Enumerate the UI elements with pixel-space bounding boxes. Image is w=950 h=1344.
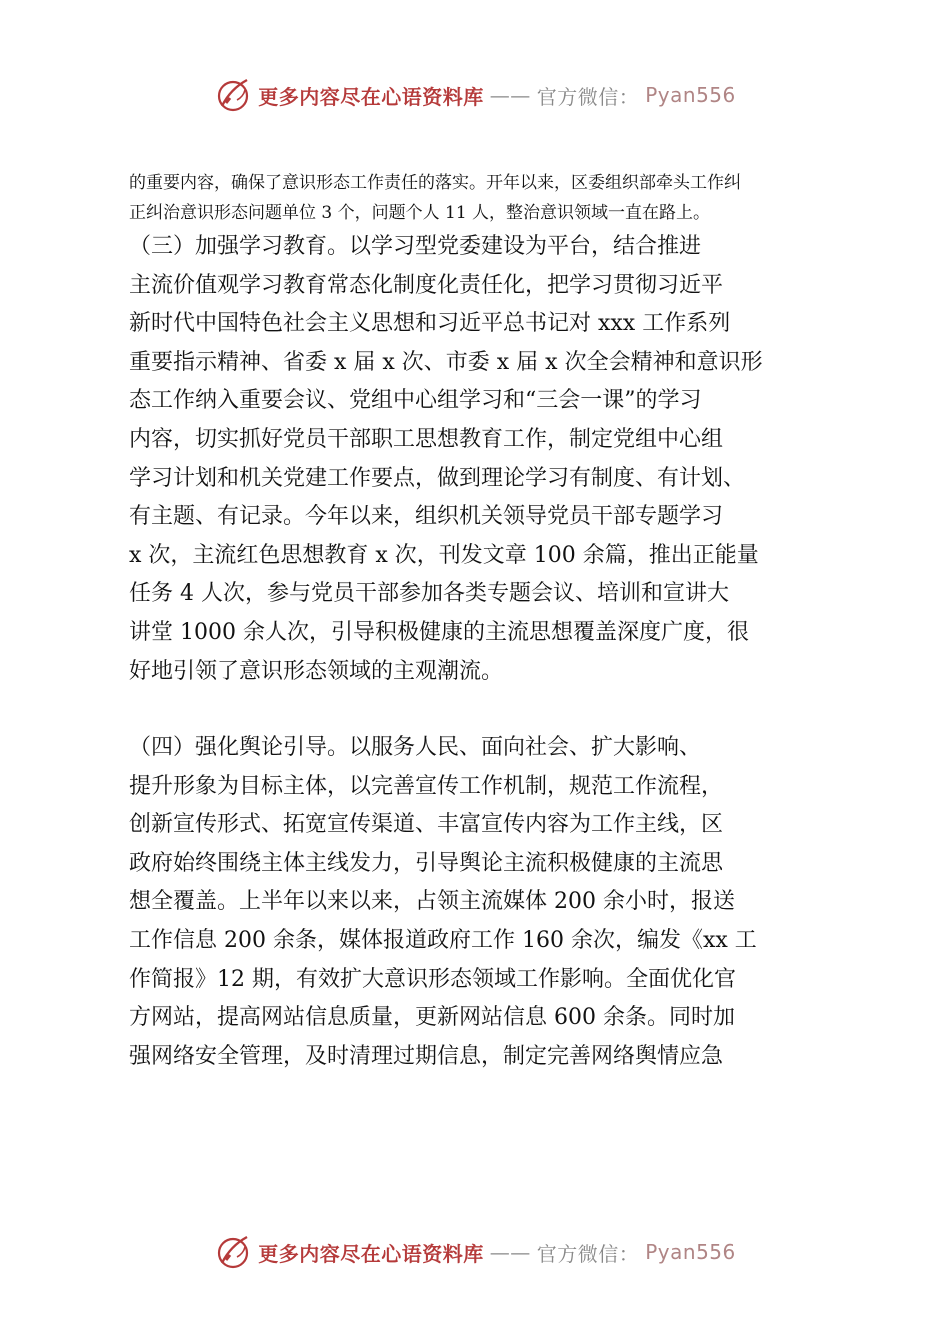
text-line: 强网络安全管理，及时清理过期信息，制定完善网络舆情应急 (129, 1043, 724, 1069)
banner-label: 官方微信： (536, 84, 640, 109)
text-line: 重要指示精神、省委 x 届 x 次、市委 x 届 x 次全会精神和意识形 (129, 349, 763, 375)
banner-label: 官方微信： (536, 1241, 640, 1266)
banner-separator: —— (489, 83, 531, 107)
text-line: 主流价值观学习教育常态化制度化责任化，把学习贯彻习近平 (129, 272, 724, 298)
text-line: （三）加强学习教育。以学习型党委建设为平台，结合推进 (129, 234, 702, 259)
text-line: 工作信息 200 余条，媒体报道政府工作 160 余次，编发《xx 工 (129, 927, 757, 953)
text-line: 提升形象为目标主体，以完善宣传工作机制，规范工作流程， (129, 773, 724, 799)
text-line: 内容，切实抓好党员干部职工思想教育工作，制定党组中心组 (129, 426, 724, 452)
text-line: 新时代中国特色社会主义思想和习近平总书记对 xxx 工作系列 (129, 311, 731, 337)
banner-lead-text: 更多内容尽在心语资料库 (258, 84, 484, 109)
banner-separator: —— (489, 1240, 531, 1264)
text-line: 任务 4 人次，参与党员干部参加各类专题会议、培训和宣讲大 (129, 581, 729, 607)
pen-logo-icon (214, 76, 252, 114)
text-line: 想全覆盖。上半年以来以来，占领主流媒体 200 余小时，报送 (129, 889, 735, 915)
text-line: 方网站，提高网站信息质量，更新网站信息 600 余条。同时加 (129, 1005, 735, 1031)
text-line: 有主题、有记录。今年以来，组织机关领导党员干部专题学习 (129, 504, 724, 530)
banner-wechat-id: Pyan556 (645, 83, 736, 107)
text-line: 态工作纳入重要会议、党组中心组学习和“三会一课”的学习 (129, 388, 702, 414)
paragraph-public-opinion (129, 729, 849, 1076)
text-line: 正纠治意识形态问题单位 3 个，问题个人 11 人，整治意识领域一直在路上。 (129, 203, 711, 223)
text-line: 的重要内容，确保了意识形态工作责任的落实。开年以来，区委组织部牵头工作纠 (129, 173, 741, 193)
text-line: 讲堂 1000 余人次，引导积极健康的主流思想覆盖深度广度，很 (129, 619, 749, 645)
text-line: （四）强化舆论引导。以服务人民、面向社会、扩大影响、 (129, 735, 702, 760)
banner-lead-text: 更多内容尽在心语资料库 (258, 1241, 484, 1266)
continuation-paragraph (129, 168, 839, 228)
text-line: x 次，主流红色思想教育 x 次，刊发文章 100 余篇，推出正能量 (129, 542, 759, 568)
text-line: 作简报》12 期，有效扩大意识形态领域工作影响。全面优化官 (129, 966, 736, 992)
text-line: 学习计划和机关党建工作要点，做到理论学习有制度、有计划、 (129, 465, 746, 491)
pen-logo-icon (214, 1233, 252, 1271)
text-line: 创新宣传形式、拓宽宣传渠道、丰富宣传内容为工作主线，区 (129, 812, 724, 838)
header-watermark-banner (0, 75, 950, 115)
text-line: 政府始终围绕主体主线发力，引导舆论主流积极健康的主流思 (129, 850, 724, 876)
footer-watermark-banner (0, 1232, 950, 1272)
paragraph-study-education (129, 228, 849, 691)
banner-wechat-id: Pyan556 (645, 1240, 736, 1264)
text-line: 好地引领了意识形态领域的主观潮流。 (129, 658, 504, 684)
